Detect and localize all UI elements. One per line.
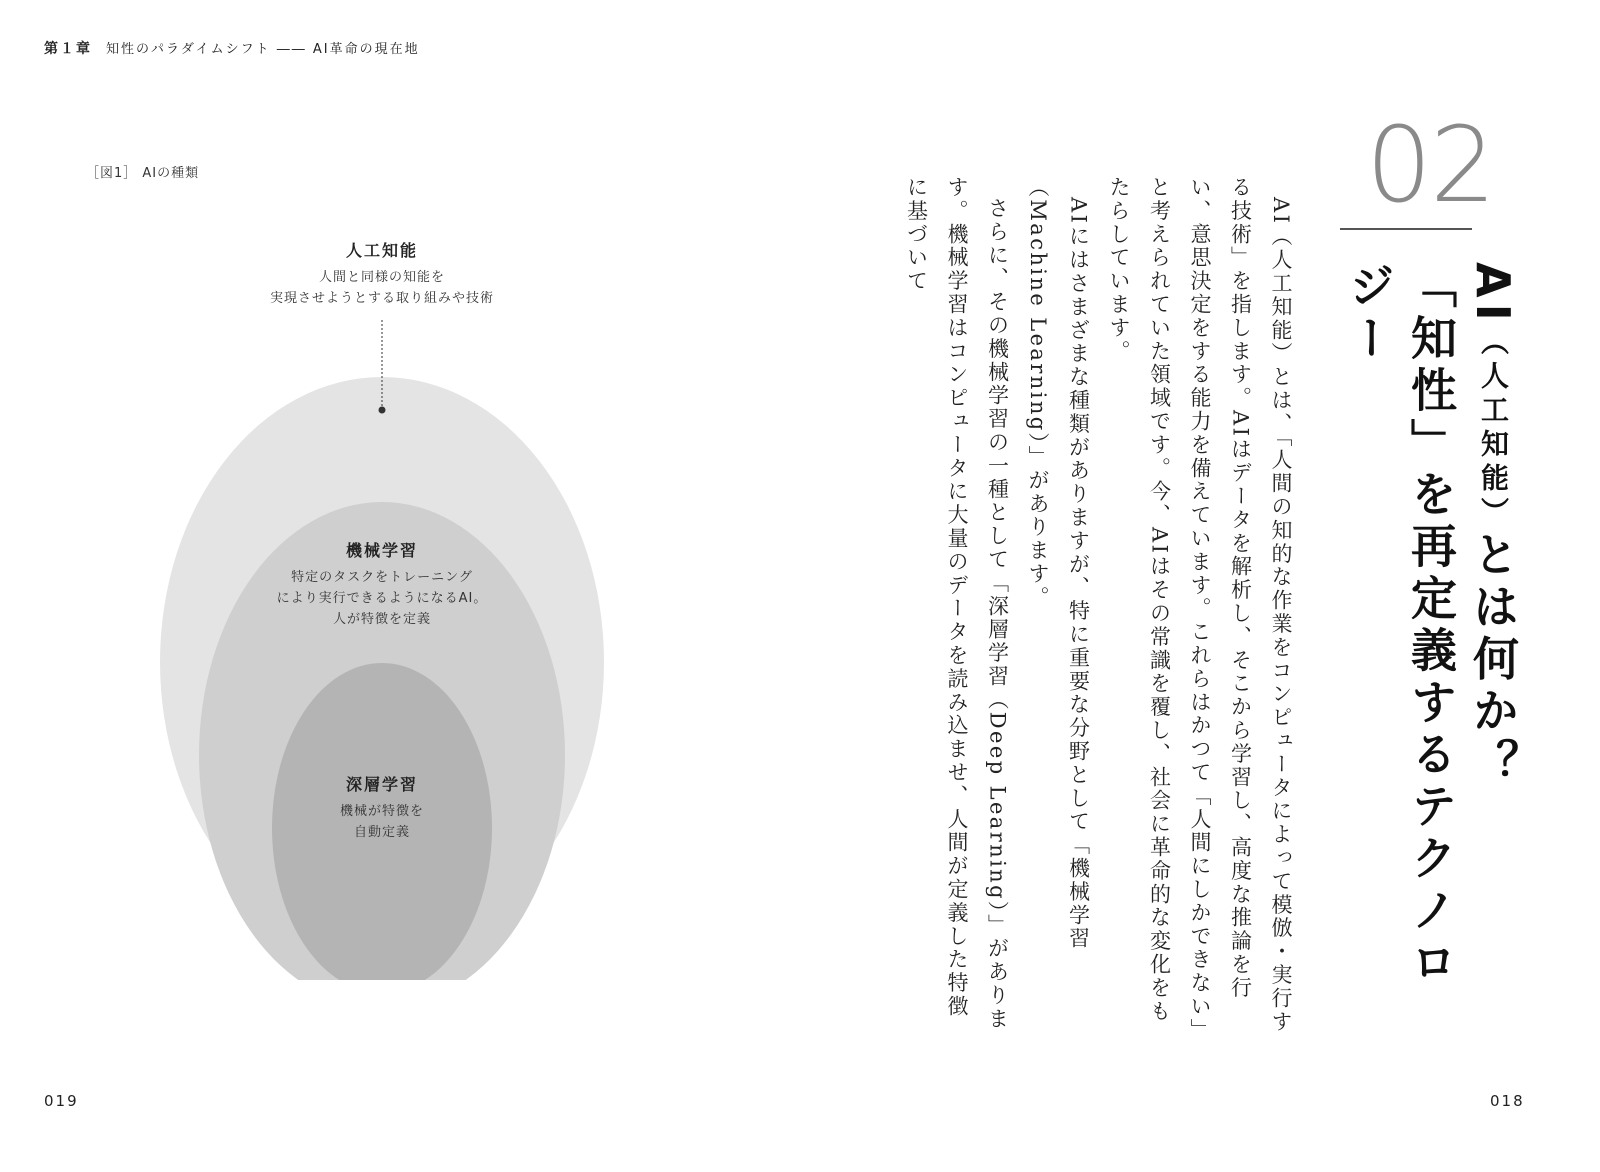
- label-dl: [232, 772, 532, 843]
- chapter-label: 第１章: [44, 41, 92, 57]
- label-ml-line: 特定のタスクをトレーニング: [291, 570, 473, 585]
- chapter-title: 知性のパラダイムシフト ―― AI革命の現在地: [106, 42, 420, 57]
- heading-line-2: 「知性」を再定義するテクノロジー: [1342, 262, 1458, 990]
- label-dl-line: 機械が特徴を: [339, 804, 424, 819]
- body-paragraph: AI（人工知能）とは、「人間の知的な作業をコンピュータによって模倣・実行する技術」を指します。AIはデータを解析し、そこから学習し、高度な推論を行い、意思決定をする能力を備えています。これらはかつて「人間にしかできない」と考えられていた領域です。今、AIはその常識を覆し、社会に革命的な変化をもたらしています。: [1107, 176, 1293, 1034]
- body-paragraph: AIにはさまざまな種類がありますが、特に重要な分野として「機械学習（Machine Learning）」があります。: [1026, 176, 1091, 951]
- ai-types-diagram: [140, 220, 640, 980]
- body-paragraph: さらに、その機械学習の一種として「深層学習（Deep Learning）」があります。機械学習はコンピュータに大量のデータを読み込ませ、人間が定義した特徴に基づいて: [904, 176, 1010, 1031]
- label-ai-title: 人工知能: [345, 241, 418, 260]
- leader-dot: [379, 407, 386, 414]
- section-rule: [1340, 228, 1472, 230]
- body-text: [896, 176, 1301, 1036]
- label-ml-title: 機械学習: [345, 541, 418, 560]
- section-heading: [1338, 262, 1524, 1022]
- section-number: 02: [1365, 104, 1495, 226]
- page-number-left: 019: [44, 1092, 79, 1110]
- label-ai-line: 実現させようとする取り組みや技術: [269, 291, 494, 306]
- label-ml: [232, 538, 532, 630]
- heading-ai: AI: [1466, 262, 1520, 327]
- label-dl-title: 深層学習: [345, 775, 418, 794]
- label-ml-line: により実行できるようになるAI。: [276, 591, 488, 606]
- heading-question: とは何か？: [1466, 530, 1520, 791]
- label-ml-line: 人が特徴を定義: [332, 612, 431, 627]
- heading-paren: （人工知能）: [1477, 326, 1510, 531]
- label-ai-line: 人間と同様の知能を: [318, 270, 445, 285]
- running-head: [44, 38, 420, 58]
- figure-caption: ［図1］ AIの種類: [86, 166, 200, 181]
- heading-line-1: [1462, 262, 1524, 1022]
- page-number-right: 018: [1490, 1092, 1525, 1110]
- label-dl-line: 自動定義: [353, 825, 410, 840]
- label-ai: [232, 238, 532, 309]
